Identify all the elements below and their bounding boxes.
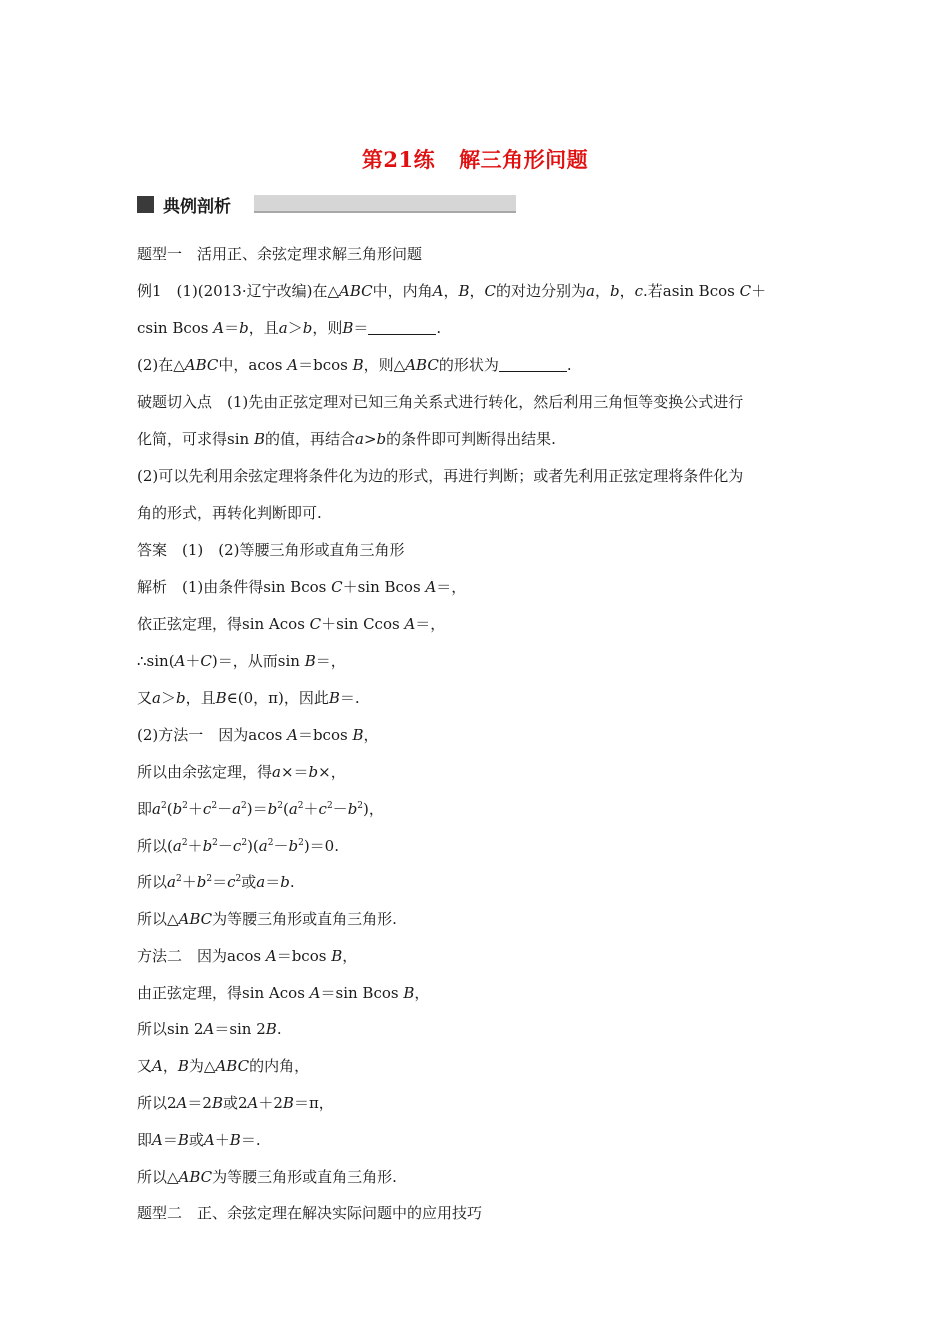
text-line: 答案 (1) (2)等腰三角形或直角三角形: [137, 541, 405, 559]
text-line: 题型一 活用正、余弦定理求解三角形问题: [137, 245, 423, 263]
text-line: 所以△ABC为等腰三角形或直角三角形.: [137, 910, 397, 928]
text-line: 所以sin 2A＝sin 2B.: [137, 1020, 282, 1038]
text-line: 即A＝B或A＋B＝.: [137, 1131, 261, 1149]
text-line: csin Bcos A＝b，且a＞b，则B＝ .: [137, 319, 442, 337]
text-line: 所以△ABC为等腰三角形或直角三角形.: [137, 1168, 397, 1186]
text-line: 所以2A＝2B或2A＋2B＝π，: [137, 1094, 334, 1112]
text-line: 例1 (1)(2013·辽宁改编)在△ABC中，内角A，B，C的对边分别为a，b，c.若asin Bcos C＋: [137, 282, 767, 300]
text-line: 又A，B为△ABC的内角，: [137, 1057, 310, 1075]
text-line: 依正弦定理，得sin Acos C＋sin Ccos A＝，: [137, 615, 446, 633]
page-title: [0, 144, 950, 174]
answer-blank: [499, 357, 567, 372]
text-line: 所以由余弦定理，得a×＝b×，: [137, 763, 346, 781]
answer-blank: [368, 320, 436, 335]
text-line: 角的形式，再转化判断即可.: [137, 504, 322, 522]
text-line: 方法二 因为acos A＝bcos B，: [137, 947, 358, 965]
section-label: 典例剖析: [163, 196, 231, 217]
section-square-icon: [137, 196, 154, 213]
title-number: 第21练: [361, 147, 436, 172]
text-line: (2)方法一 因为acos A＝bcos B，: [137, 726, 379, 744]
section-header: [137, 192, 231, 216]
text-line: 题型二 正、余弦定理在解决实际问题中的应用技巧: [137, 1204, 483, 1222]
section-divider-bar: [254, 195, 516, 213]
text-line: 由正弦定理，得sin Acos A＝sin Bcos B，: [137, 984, 430, 1002]
text-line: 破题切入点 (1)先由正弦定理对已知三角关系式进行转化，然后利用三角恒等变换公式进行: [137, 393, 744, 411]
text-line: (2)在△ABC中，acos A＝bcos B，则△ABC的形状为 .: [137, 356, 572, 374]
text-line: ∴sin(A＋C)＝，从而sin B＝，: [137, 652, 346, 670]
text-line: (2)可以先利用余弦定理将条件化为边的形式，再进行判断；或者先利用正弦定理将条件化为: [137, 467, 744, 485]
title-topic: 解三角形问题: [459, 147, 589, 172]
text-line: 化简，可求得sin B的值，再结合a>b的条件即可判断得出结果.: [137, 430, 556, 448]
text-line: 即$a^2(b^2+c^2-a^2)=b^2(a^2+c^2-b^2)$，: [137, 800, 384, 818]
text-line: 所以$a^2+b^2=c^2$或a＝b.: [137, 873, 295, 891]
text-line: 又a＞b，且B∈(0，π)，因此B＝.: [137, 689, 360, 707]
text-line: 所以$(a^2+b^2-c^2)(a^2-b^2)=0$.: [137, 837, 339, 855]
text-line: 解析 (1)由条件得sin Bcos C＋sin Bcos A＝，: [137, 578, 467, 596]
